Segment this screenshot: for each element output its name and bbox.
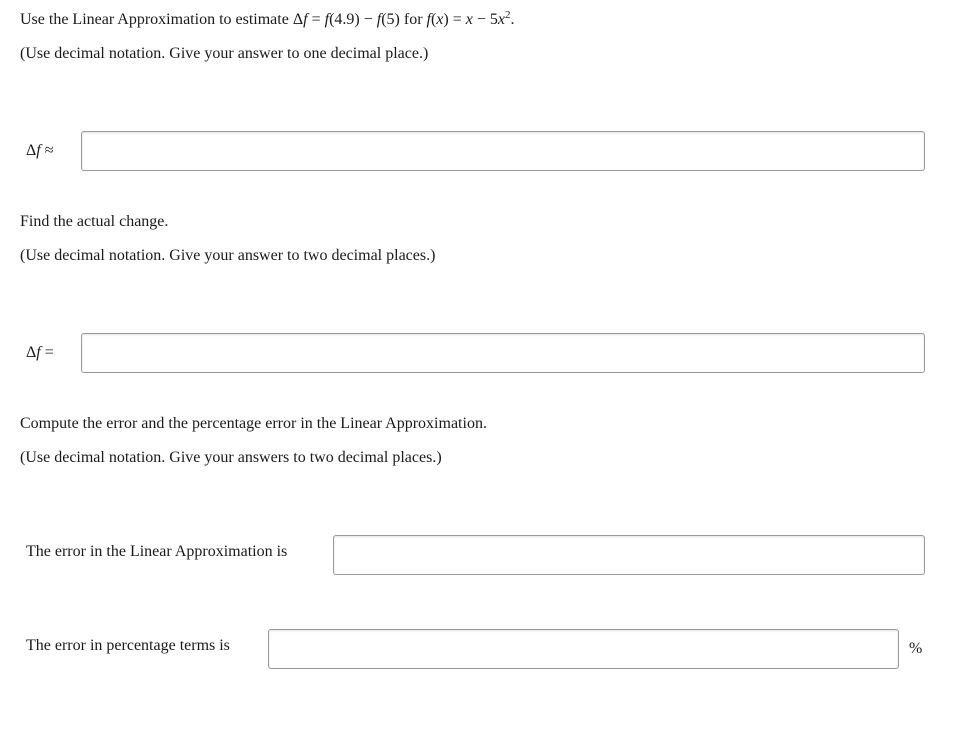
x-symbol: x: [436, 11, 444, 28]
q3-prompt: Compute the error and the percentage error in the Linear Approximation.: [20, 415, 487, 432]
q1-function-def: [427, 11, 515, 28]
argument: (5): [381, 11, 400, 28]
argument: (4.9): [329, 11, 360, 28]
q1-instructions: (Use decimal notation. Give your answer to one decimal place.): [20, 45, 429, 62]
q3-percent-label: The error in percentage terms is: [26, 637, 230, 654]
q3-error-input[interactable]: [333, 535, 925, 575]
paren: ): [443, 11, 449, 28]
for-text: for: [399, 11, 427, 28]
x-symbol: x: [497, 11, 506, 28]
q1-prompt: [20, 10, 515, 30]
f-symbol: f: [36, 142, 41, 159]
q2-answer-label: [26, 343, 54, 363]
f-symbol: f: [36, 344, 41, 361]
x-symbol: x: [465, 11, 473, 28]
q1-answer-label: [26, 141, 54, 161]
paren: (: [430, 11, 437, 28]
minus-symbol: −: [359, 11, 377, 28]
f-symbol: f: [376, 11, 382, 28]
delta-symbol: Δ: [292, 11, 304, 28]
minus-symbol: −: [472, 11, 490, 28]
q1-prompt-text: Use the Linear Approximation to estimate: [20, 11, 293, 28]
q3-percent-error-input[interactable]: [268, 629, 899, 669]
q1-linear-approx-input[interactable]: [81, 131, 925, 171]
exponent: 2: [505, 9, 511, 21]
delta-symbol: Δ: [26, 344, 37, 361]
q3-instructions: (Use decimal notation. Give your answers to two decimal places.): [20, 449, 442, 466]
q1-formula: [293, 11, 400, 28]
equals-symbol: =: [40, 344, 54, 361]
equals-symbol: =: [307, 11, 325, 28]
f-symbol: f: [426, 11, 431, 28]
equals-symbol: =: [448, 11, 466, 28]
f-symbol: f: [303, 11, 308, 28]
q3-error-label: The error in the Linear Approximation is: [26, 543, 288, 560]
period: .: [510, 11, 515, 28]
q2-actual-change-input[interactable]: [81, 333, 925, 373]
delta-symbol: Δ: [26, 142, 37, 159]
percent-unit: %: [909, 640, 923, 657]
coefficient: 5: [489, 11, 498, 28]
approx-symbol: ≈: [40, 142, 54, 159]
q2-prompt: Find the actual change.: [20, 213, 169, 230]
f-symbol: f: [324, 11, 330, 28]
q2-instructions: (Use decimal notation. Give your answer to two decimal places.): [20, 247, 436, 264]
